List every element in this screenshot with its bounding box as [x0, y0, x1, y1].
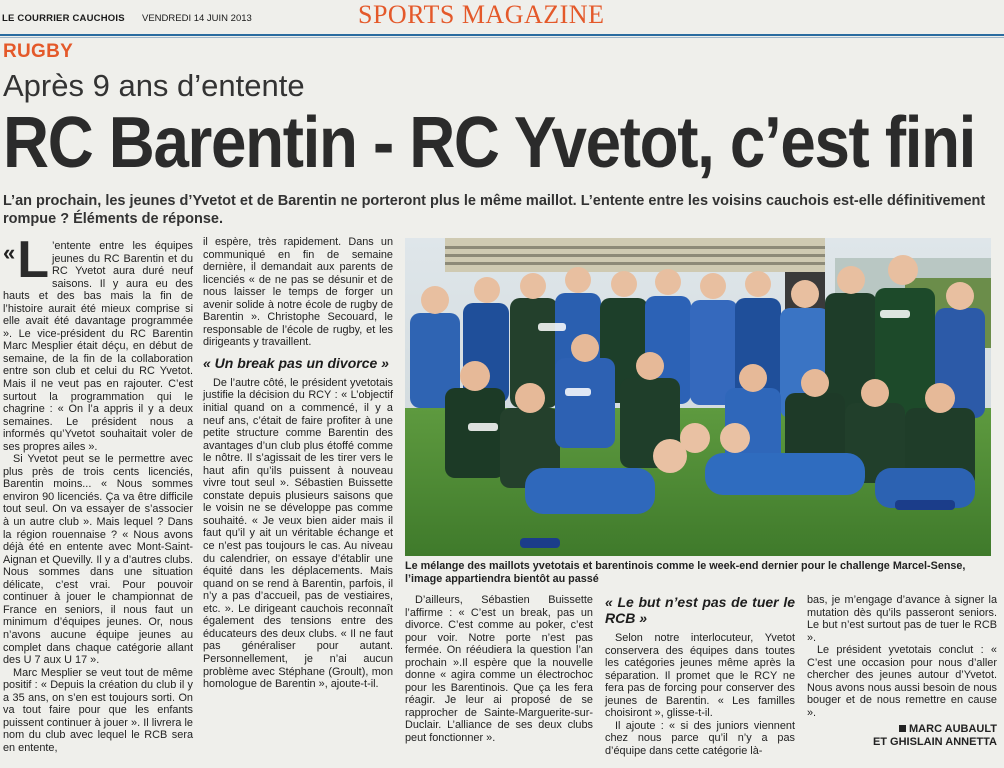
- article-column-2: [203, 236, 393, 691]
- article-kicker: RUGBY: [3, 41, 74, 62]
- paragraph: bas, je m’engage d’avance à signer la mutation dès qu’ils passeront seniors. Le but n’est surtout pas de tuer le RCB ».: [807, 594, 997, 644]
- paragraph: Selon notre interlocuteur, Yvetot conservera des équipes dans toutes les catégories jeunes même après la séparation. Il promet que le RCY ne fera pas de forcing pour conserver des jeunes de Barentin. « Les familles choisiront », glisse-t-il.: [605, 632, 795, 720]
- section-title: SPORTS MAGAZINE: [352, 0, 610, 30]
- paragraph: Si Yvetot peut se le permettre avec plus près de trois cents licenciés, Barentin moins... « Nous sommes environ 90 licenciés. Ça va être difficile tout seul. On va essayer de s’associer à un autre club ». Mais lequel ? Dans la région rouennaise ? « Nous avons déjà été en entente avec Mont-Saint-Aignan et Quevilly. Il y a d’autres clubs. Nous sommes dans une situation délicate, c’est vrai. Pour pouvoir continuer à jouer le championnat de France en seniors, il nous faut un minimum d’équipes jeunes. Or, nous n’avons aucune équipe jeunes au complet dans chaque catégorie allant des U 7 aux U 17 ».: [3, 453, 193, 667]
- article-column-4: [605, 594, 795, 757]
- paragraph: Le président yvetotais conclut : « C’est une occasion pour nous d’aller chercher des jeunes autour d’Yvetot. Nous avons nous aussi besoin de nous bouger et de nous remettre en cause ».: [807, 644, 997, 719]
- byline-author-2: ET GHISLAIN ANNETTA: [872, 736, 997, 749]
- byline-square-icon: [899, 725, 906, 732]
- byline: [807, 723, 997, 749]
- paragraph: Il ajoute : « si des juniors viennent chez nous parce qu’il n’y a pas d’équipe dans cette catégorie là-: [605, 719, 795, 757]
- photo-caption: Le mélange des maillots yvetotais et barentinois comme le week-end dernier pour le challenge Marcel-Sense, l’image appartiendra bientôt au passé: [405, 560, 966, 585]
- article-subhead: Après 9 ans d’entente: [3, 68, 305, 103]
- paragraph: il espère, très rapidement. Dans un communiqué en fin de semaine dernière, il demandait aux parents de licenciés « de ne pas se désunir et de nous laisser le temps de forger un avenir solide à notre école de rugby de Barentin ». Christophe Secouard, le responsable de l’école de rugby, et les dirigeants y travaillent.: [203, 236, 393, 349]
- publication-date: VENDREDI 14 JUIN 2013: [142, 13, 252, 24]
- article-headline: RC Barentin - RC Yvetot, c’est fini: [3, 103, 976, 183]
- drop-cap: L: [17, 231, 50, 289]
- paragraph-text: ’entente entre les équipes jeunes du RC Barentin et du RC Yvetot aura duré neuf saisons. Il y aura eu des hauts et des bas mais la fin de l’histoire aurait été mieux comprise si elle avait été davantage programmée ». Le vice-président du RC Barentin Marc Mesplier était déçu, en début de semaine, de la fin de la collaboration entre son club et celui du RC Yvetot. Mais il ne veut pas en rajouter. C’est surtout la programmation qui le chagrine : « On l’a appris il y a deux semaines. Le président nous a informés qu’Yvetot souhaitait voler de ses propres ailes ».: [3, 240, 193, 453]
- team-photo: [405, 238, 991, 556]
- paragraph: Marc Mesplier se veut tout de même positif : « Depuis la création du club il y a 35 ans, on s’en est toujours sorti. On va tout faire pour que les enfants puissent continuer à jouer ». Il livrera le nom du club avec lequel le RCB sera en entente,: [3, 666, 193, 754]
- article-column-5: [807, 594, 997, 749]
- masthead: [0, 0, 1004, 32]
- intertitle: « Le but n’est pas de tuer le RCB »: [605, 594, 795, 626]
- article-column-3: [405, 594, 593, 745]
- byline-author-1: MARC AUBAULT: [909, 723, 997, 736]
- article-standfirst: L’an prochain, les jeunes d’Yvetot et de Barentin ne porteront plus le même maillot. L’entente entre les voisins cauchois est-elle définitivement rompue ? Éléments de réponse.: [3, 193, 986, 227]
- quote-mark: «: [3, 240, 16, 265]
- paragraph: [3, 231, 193, 453]
- paragraph: De l’autre côté, le président yvetotais justifie la décision du RCY : « L’objectif initial quand on a commencé, il y a neuf ans, c’était de faire profiter à une petite structure comme Barentin des avantages d’un club plus étoffé comme le nôtre. Il s’agissait de les tirer vers le haut afin qu’ils puissent à nouveau vivre tout seul ». Sébastien Buissette constate depuis plusieurs saisons que le voisin ne se développe pas comme souhaité. « Je veux bien aider mais il faut qu’il y ait un véritable échange et ce n’est pas toujours le cas. Au niveau du calendrier, on essaye d’établir une équité dans les déplacements. Mais quand on se rend à Barentin, parfois, il n’y a pas d’accueil, pas de vestiaires, etc. ». Le dirigeant cauchois reconnaît également des tensions entre des éducateurs des deux clubs. « Il ne faut pas généraliser pour autant. Personnellement, je n’ai aucun problème avec Stéphane (Groult), mon homologue de Barentin », ajoute-t-il.: [203, 376, 393, 691]
- publication-name: LE COURRIER CAUCHOIS: [2, 13, 125, 24]
- top-rule-thin: [0, 37, 1004, 38]
- team-photo-image: [405, 238, 991, 556]
- paragraph: D’ailleurs, Sébastien Buissette l’affirme : « C’est un break, pas un divorce. C’est comme au poker, c’est pour voir. Notre porte n’est pas fermée. On rééudiera la question l’an prochain ».Il espère que la nouvelle donne « agira comme un électrochoc pour les Barentinois. Que ça les fera réagir. Je leur ai proposé de se rapprocher de Sainte-Marguerite-sur-Duclair. L’alliance de ses deux clubs peut fonctionner ».: [405, 594, 593, 745]
- top-rule: [0, 34, 1004, 36]
- intertitle: « Un break pas un divorce »: [203, 354, 389, 371]
- article-column-1: [3, 231, 193, 754]
